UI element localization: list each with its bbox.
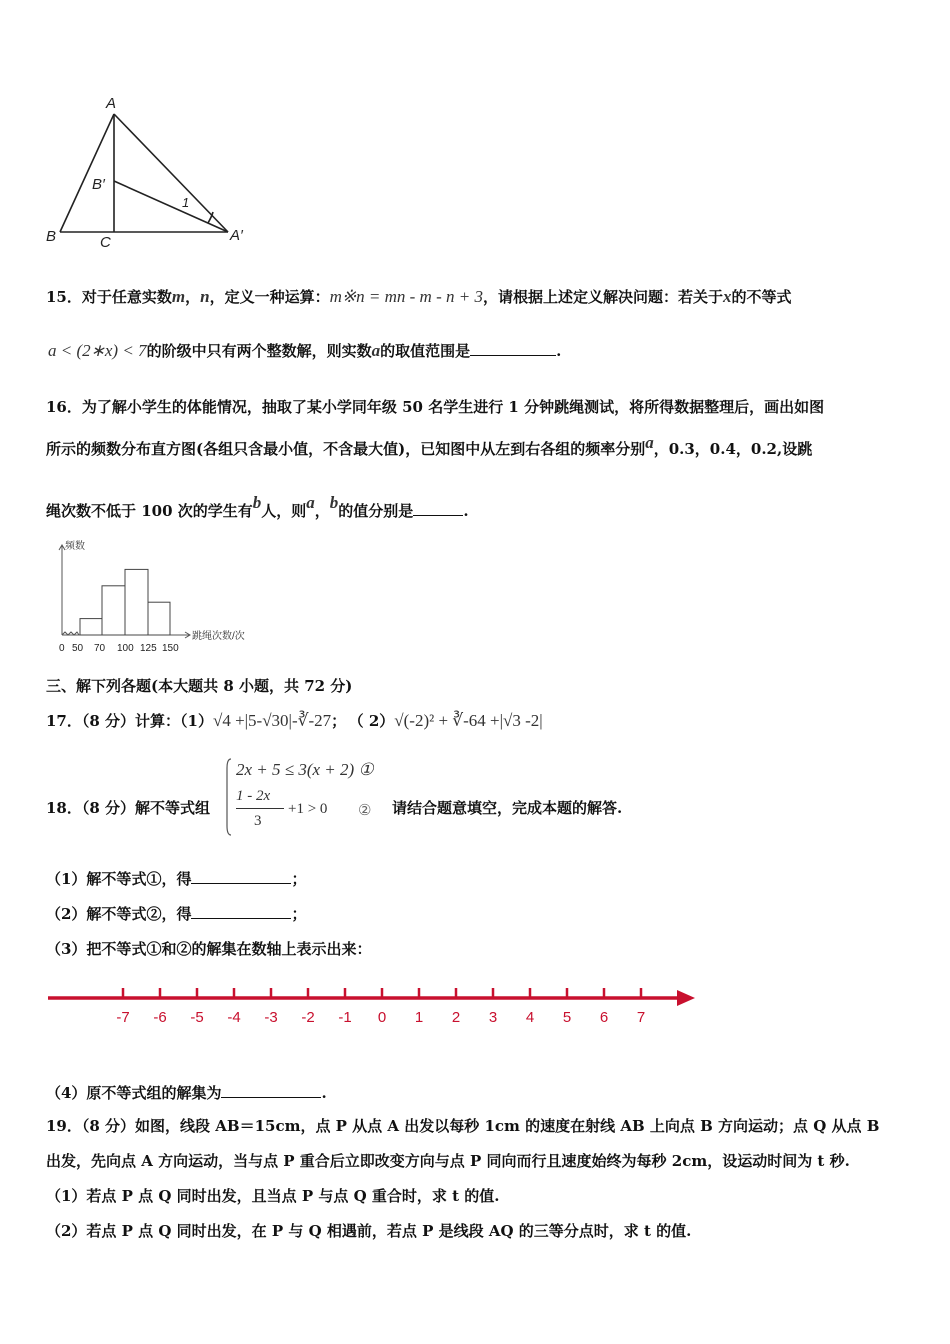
q18-step3: （3）把不等式①和②的解集在数轴上表示出来：	[46, 940, 372, 958]
label-b: B	[46, 228, 57, 245]
q15-op-definition: m※n = mn - m - n + 3	[329, 287, 483, 306]
q18-step1	[46, 868, 306, 889]
q15-sep: ，	[185, 288, 201, 306]
q15-text-a: 15．对于任意实数	[46, 288, 172, 306]
histogram-tick-label: 50	[72, 643, 84, 654]
number-line-label: 0	[377, 1009, 387, 1026]
q16-comma: ，	[314, 502, 330, 520]
number-line-label: -2	[301, 1009, 315, 1026]
q18-step1-end: ；	[291, 870, 307, 888]
q17-sep: ；	[331, 712, 347, 730]
number-line-label: -1	[338, 1009, 352, 1026]
q16-var-a2: a	[306, 493, 315, 512]
q18-step2-text: （2）解不等式②，得	[46, 905, 192, 923]
q15-text-e: 的阶级中只有两个整数解，则实数	[146, 342, 372, 360]
q18-prefix: 18．（8 分）解不等式组	[46, 799, 211, 817]
q17-line	[46, 710, 543, 731]
q16-answer-blank[interactable]	[413, 501, 463, 516]
label-a: A	[106, 95, 117, 112]
q18-step2-blank[interactable]	[191, 904, 291, 919]
q18-step2-end: ；	[291, 905, 307, 923]
q15-line1	[46, 286, 791, 307]
number-line-label: -6	[153, 1009, 167, 1026]
q15-var-n: n	[200, 287, 210, 306]
q19-line2: 出发，先向点 A 方向运动，当与点 P 重合后立即改变方向与点 P 同向而行且速度始终为每秒 2cm，设运动时间为 t 秒.	[46, 1152, 850, 1170]
q16-line3	[46, 493, 469, 521]
number-line-label: 7	[636, 1009, 646, 1026]
number-line-label: 5	[562, 1009, 572, 1026]
q15-var-a: a	[371, 341, 381, 360]
histogram-bar	[102, 586, 125, 635]
q16-line2	[46, 433, 812, 459]
q18-inequality-2-rest: +1 > 0	[288, 801, 328, 817]
number-line-arrow	[677, 990, 695, 1006]
number-line-label: 4	[525, 1009, 535, 1026]
section3-title: 三、解下列各题(本大题共 8 小题，共 72 分)	[46, 677, 353, 695]
q16-text-d: 人，则	[261, 502, 307, 520]
q17-expr2: √(-2)² + ∛-64 +|√3 -2|	[394, 711, 543, 730]
histogram-bar	[148, 602, 170, 635]
histogram-y-label: 频数	[65, 541, 85, 552]
label-b-prime: B′	[92, 176, 105, 193]
q19-sub2: （2）若点 P 点 Q 同时出发，在 P 与 Q 相遇前，若点 P 是线段 AQ 的三等分点时，求 t 的值.	[46, 1222, 692, 1240]
q17-expr1: √4 +|5-√30|-∛-27	[212, 711, 332, 730]
histogram-bar	[125, 569, 148, 635]
triangle-figure	[40, 90, 260, 255]
q15-end: .	[556, 342, 562, 360]
q19-line1: 19．（8 分）如图，线段 AB＝15cm，点 P 从点 A 出发以每秒 1cm 的速度在射线 AB 上向点 B 方向运动；点 Q 从点 B	[46, 1117, 880, 1135]
histogram-x-label: 跳绳次数/次	[192, 631, 245, 642]
q17-part1-label: （1）	[180, 712, 213, 730]
q18-inequality-1: 2x + 5 ≤ 3(x + 2) ①	[236, 760, 374, 779]
q16-text-c: 绳次数不低于 100 次的学生有	[46, 502, 253, 520]
q15-text-f: 的取值范围是	[380, 342, 471, 360]
number-line-label: 6	[599, 1009, 609, 1026]
q15-line2	[48, 340, 561, 361]
label-a-prime: A′	[230, 227, 243, 244]
number-line-label: -4	[227, 1009, 241, 1026]
q18-fraction-den: 3	[254, 813, 262, 829]
q16-text-b: ，0.3，0.4，0.2,设跳	[653, 440, 813, 458]
number-line-label: 1	[414, 1009, 424, 1026]
q18-step1-text: （1）解不等式①，得	[46, 870, 192, 888]
histogram-tick-label: 100	[117, 643, 134, 654]
q16-line1: 16．为了解小学生的体能情况，抽取了某小学同年级 50 名学生进行 1 分钟跳绳测试，将所得数据整理后，画出如图	[46, 398, 825, 416]
q16-var-b: b	[252, 493, 262, 512]
number-line-label: 3	[488, 1009, 498, 1026]
histogram-tick-label: 0	[59, 643, 65, 654]
q18-fraction-bar	[236, 808, 284, 809]
number-line-label: -7	[116, 1009, 130, 1026]
q18-step4-blank[interactable]	[221, 1083, 321, 1098]
q18-step4	[46, 1082, 327, 1103]
number-line-label: -5	[190, 1009, 204, 1026]
segment-ba	[60, 114, 114, 232]
q18-brace	[226, 758, 232, 836]
label-c: C	[100, 234, 111, 251]
q18-step4-text: （4）原不等式组的解集为	[46, 1084, 222, 1102]
q15-var-m: m	[171, 287, 186, 306]
q17-prefix: 17．（8 分）计算：	[46, 712, 181, 730]
q16-var-b2: b	[329, 493, 339, 512]
histogram-tick-label: 125	[140, 643, 157, 654]
q15-text-c: ，请根据上述定义解决问题：若关于	[482, 288, 723, 306]
q15-answer-blank[interactable]	[470, 341, 556, 356]
number-line-label: -3	[264, 1009, 278, 1026]
histogram-tick-label: 150	[162, 643, 179, 654]
q16-text-e: 的值分别是	[338, 502, 414, 520]
q16-end: .	[463, 502, 469, 520]
q15-text-d: 的不等式	[731, 288, 792, 306]
q18-step2	[46, 903, 306, 924]
number-line-label: 2	[451, 1009, 461, 1026]
segment-a-aprime	[114, 114, 228, 232]
q18-step4-end: .	[321, 1084, 327, 1102]
histogram-bar	[80, 619, 102, 635]
q15-text-b: ，定义一种运算：	[209, 288, 330, 306]
q18-step1-blank[interactable]	[191, 869, 291, 884]
q16-text-a: 所示的频数分布直方图(各组只含最小值，不含最大值)，已知图中从左到右各组的频率分别	[46, 440, 646, 458]
q18-suffix: 请结合题意填空，完成本题的解答.	[392, 799, 623, 817]
q19-sub1: （1）若点 P 点 Q 同时出发，且当点 P 与点 Q 重合时，求 t 的值.	[46, 1187, 500, 1205]
histogram-chart	[40, 535, 270, 660]
segment-bprime-aprime	[114, 181, 228, 232]
label-angle-1: 1	[182, 195, 190, 210]
q16-var-a: a	[645, 433, 654, 452]
q15-var-x: x	[722, 287, 732, 306]
q18-circled-2: ②	[358, 803, 372, 819]
q17-part2-label: （ 2）	[356, 712, 395, 730]
histogram-tick-label: 70	[94, 643, 106, 654]
q18-fraction-num: 1 - 2x	[236, 788, 271, 804]
q15-inequality: a < (2∗x) < 7	[48, 341, 147, 360]
number-line	[40, 980, 710, 1035]
